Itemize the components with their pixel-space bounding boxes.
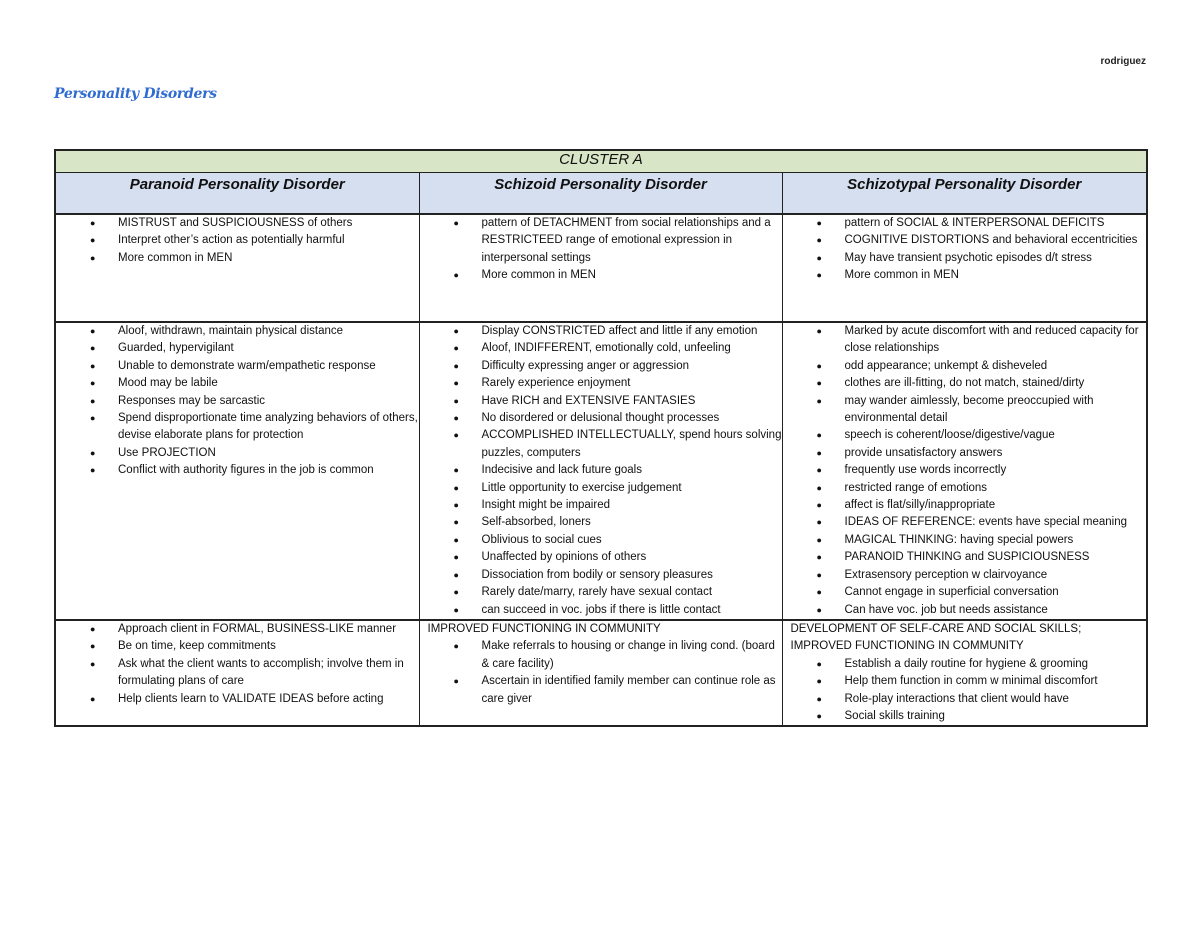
section-heading: DEVELOPMENT OF SELF-CARE AND SOCIAL SKILLS; [790,623,1082,635]
list-item: ● provide unsatisfactory answers [845,445,1147,462]
list-item: ● Indecisive and lack future goals [482,462,782,479]
table-row-interventions [55,620,1147,726]
list-item: ● Difficulty expressing anger or aggression [482,358,782,375]
list-item: ● speech is coherent/loose/digestive/vague [845,427,1147,444]
list-item: ● Unaffected by opinions of others [482,549,782,566]
list-item: ● restricted range of emotions [845,480,1147,497]
bullet-list [420,323,782,619]
list-item: ● More common in MEN [845,267,1147,284]
list-item: ● pattern of SOCIAL & INTERPERSONAL DEFICITS [845,215,1147,232]
table-cell [782,620,1147,726]
table-cell [782,322,1147,620]
list-item: ● Marked by acute discomfort with and reduced capacity for close relationships [845,323,1147,358]
list-item: ● frequently use words incorrectly [845,462,1147,479]
list-item: ● Aloof, withdrawn, maintain physical distance [118,323,419,340]
list-item: ● Self-absorbed, loners [482,514,782,531]
table-cell [55,322,419,620]
list-item: ● More common in MEN [482,267,782,284]
bullet-list [783,323,1147,619]
list-item: ● Conflict with authority figures in the job is common [118,462,419,479]
list-item: ● Role-play interactions that client would have [845,691,1147,708]
list-item: ● MAGICAL THINKING: having special powers [845,532,1147,549]
cluster-row [55,150,1147,173]
list-item: ● Insight might be impaired [482,497,782,514]
list-item: ● Approach client in FORMAL, BUSINESS-LIKE manner [118,621,419,638]
list-item: ● Little opportunity to exercise judgement [482,480,782,497]
list-item: ● Make referrals to housing or change in living cond. (board & care facility) [482,638,782,673]
list-item: ● affect is flat/silly/inappropriate [845,497,1147,514]
list-item: ● Display CONSTRICTED affect and little if any emotion [482,323,782,340]
page-title: Personality Disorders [54,86,217,102]
table-cell [419,214,782,322]
table-cell [419,620,782,726]
list-item: ● Interpret other’s action as potentially harmful [118,232,419,249]
list-item: ● Unable to demonstrate warm/empathetic response [118,358,419,375]
bullet-list [420,638,782,708]
list-item: ● Rarely date/marry, rarely have sexual contact [482,584,782,601]
section-heading: IMPROVED FUNCTIONING IN COMMUNITY [790,640,1024,653]
list-item: ● Help clients learn to VALIDATE IDEAS before acting [118,691,419,708]
cluster-title: CLUSTER A [55,150,1147,173]
list-item: ● MISTRUST and SUSPICIOUSNESS of others [118,215,419,232]
list-item: ● Responses may be sarcastic [118,393,419,410]
bullet-list [783,215,1147,285]
list-item: ● Ask what the client wants to accomplish; involve them in formulating plans of care [118,656,419,691]
list-item: ● Ascertain in identified family member can continue role as care giver [482,673,782,708]
list-item: ● Use PROJECTION [118,445,419,462]
list-item: ● odd appearance; unkempt & disheveled [845,358,1147,375]
list-item: ● Establish a daily routine for hygiene & grooming [845,656,1147,673]
list-item: ● Rarely experience enjoyment [482,375,782,392]
list-item: ● clothes are ill-fitting, do not match, stained/dirty [845,375,1147,392]
column-header-schizotypal: Schizotypal Personality Disorder [782,173,1147,215]
list-item: ● Be on time, keep commitments [118,638,419,655]
list-item: ● COGNITIVE DISTORTIONS and behavioral eccentricities [845,232,1147,249]
list-item: ● No disordered or delusional thought processes [482,410,782,427]
table-row-characteristics [55,322,1147,620]
list-item: ● More common in MEN [118,250,419,267]
list-item: ● Guarded, hypervigilant [118,340,419,357]
list-item: ● Spend disproportionate time analyzing behaviors of others, devise elaborate plans for protection [118,410,419,445]
list-item: ● PARANOID THINKING and SUSPICIOUSNESS [845,549,1147,566]
list-item: ● Extrasensory perception w clairvoyance [845,567,1147,584]
table-row-definition [55,214,1147,322]
list-item: ● may wander aimlessly, become preoccupied with environmental detail [845,393,1147,428]
column-header-schizoid: Schizoid Personality Disorder [419,173,782,215]
section-heading: IMPROVED FUNCTIONING IN COMMUNITY [427,623,661,635]
bullet-list [783,656,1147,726]
table-cell [782,214,1147,322]
list-item: ● Aloof, INDIFFERENT, emotionally cold, unfeeling [482,340,782,357]
list-item: ● Cannot engage in superficial conversation [845,584,1147,601]
list-item: ● Help them function in comm w minimal discomfort [845,673,1147,690]
bullet-list [56,323,419,480]
list-item: ● can succeed in voc. jobs if there is little contact [482,602,782,619]
list-item: ● ACCOMPLISHED INTELLECTUALLY, spend hours solving puzzles, computers [482,427,782,462]
table-cell [419,322,782,620]
list-item: ● Social skills training [845,708,1147,725]
list-item: ● IDEAS OF REFERENCE: events have special meaning [845,514,1147,531]
bullet-list [56,621,419,708]
list-item: ● pattern of DETACHMENT from social relationships and a RESTRICTEED range of emotional expression in interpersonal settings [482,215,782,267]
list-item: ● Mood may be labile [118,375,419,392]
table-cell [55,214,419,322]
list-item: ● Dissociation from bodily or sensory pleasures [482,567,782,584]
list-item: ● Have RICH and EXTENSIVE FANTASIES [482,393,782,410]
list-item: ● May have transient psychotic episodes d/t stress [845,250,1147,267]
bullet-list [420,215,782,285]
list-item: ● Can have voc. job but needs assistance [845,602,1147,619]
list-item: ● Oblivious to social cues [482,532,782,549]
header-row [55,173,1147,215]
disorders-table [54,149,1148,727]
column-header-paranoid: Paranoid Personality Disorder [55,173,419,215]
table-cell [55,620,419,726]
author-name: rodriguez [1100,56,1146,67]
bullet-list [56,215,419,267]
